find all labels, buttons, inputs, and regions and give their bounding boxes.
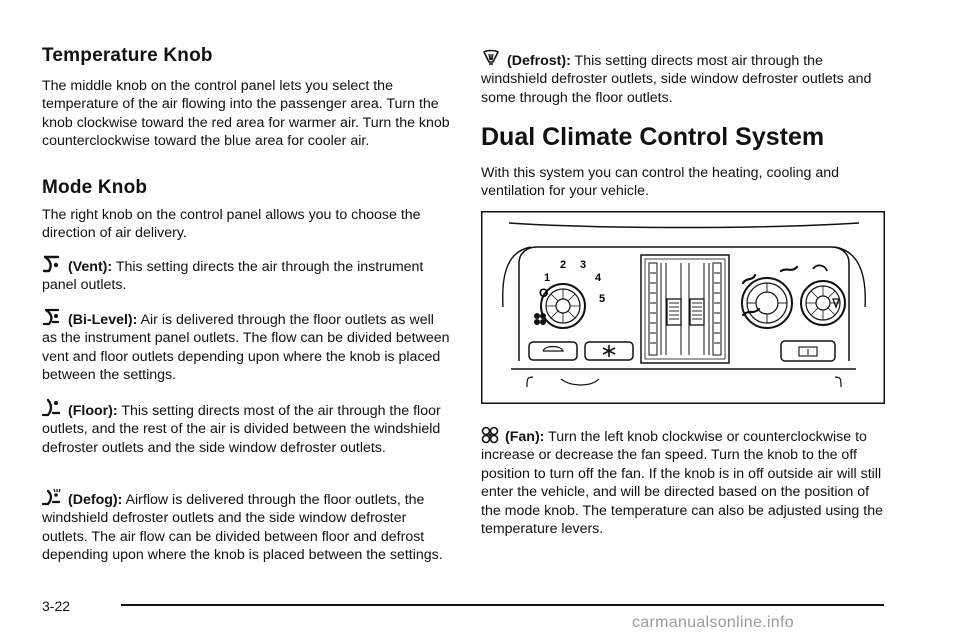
defog-term: (Defog): (68, 492, 123, 508)
vent-term: (Vent): (68, 259, 113, 275)
vent-mode-icon (42, 254, 62, 274)
bilevel-paragraph (42, 307, 452, 385)
temperature-knob-heading: Temperature Knob (42, 45, 213, 66)
floor-term: (Floor): (68, 403, 118, 419)
page-number: 3-22 (42, 598, 71, 614)
defrost-mode-icon (481, 48, 501, 68)
fan-text: Turn the left knob clockwise or counterclockwise to increase or decrease the fan speed. Turn the knob to the off position to turn off the fan. If the knob is in off outside air will still enter the vehicle, and will be directed based on the position of the mode knob. The temperature can also be adjusted using the temperature levers. (481, 429, 883, 538)
mode-knob (801, 281, 845, 325)
defrost-paragraph (481, 48, 891, 107)
bilevel-text: Air is delivered through the floor outlets as well as the instrument panel outlets. The flow can be divided between vent and floor outlets depending upon where the knob is placed between the settings. (42, 312, 450, 384)
climate-panel-svg (481, 211, 885, 404)
floor-paragraph (42, 398, 452, 457)
fan-speed-label-off: O (539, 286, 549, 300)
defrost-text: This setting directs most air through the windshield defroster outlets, side window defroster outlets and some through the floor outlets. (481, 53, 872, 106)
fan-term: (Fan): (505, 429, 545, 445)
dual-climate-text: With this system you can control the heating, cooling and ventilation for your vehicle. (481, 165, 840, 200)
temperature-levers (641, 255, 729, 363)
climate-control-panel-illustration (481, 211, 885, 404)
fan-speed-label-4: 4 (595, 272, 602, 284)
bilevel-term: (Bi-Level): (68, 312, 138, 328)
fan-icon (481, 426, 499, 444)
defog-text: Airflow is delivered through the floor outlets, the windshield defroster outlets and the side window defroster outlets. The air flow can be divided between floor and defrost depending upon where the knob is placed between the settings. (42, 492, 443, 564)
dual-climate-heading: Dual Climate Control System (481, 123, 825, 151)
fan-paragraph (481, 426, 891, 538)
fan-speed-label-2: 2 (560, 259, 567, 271)
temperature-knob-text: The middle knob on the control panel lets you select the temperature of the air flowing into the passenger area. Turn the knob clockwise toward the red area for warmer air. Turn the knob counterclockwise toward the blue area for cooler air. (42, 78, 450, 150)
fan-speed-label-1: 1 (544, 272, 551, 284)
fan-speed-label-3: 3 (580, 259, 587, 271)
floor-mode-icon (42, 398, 62, 418)
defog-paragraph (42, 487, 452, 565)
footer-rule (121, 604, 884, 606)
floor-text: This setting directs most of the air through the floor outlets, and the rest of the air is divided between the windshield defroster outlets and the side window defroster outlets. (42, 403, 441, 456)
mode-knob-text: The right knob on the control panel allows you to choose the direction of air delivery. (42, 207, 421, 242)
vent-paragraph (42, 254, 452, 295)
defog-mode-icon (42, 487, 62, 507)
watermark-text: carmanualsonline.info (632, 614, 794, 631)
vent-text: This setting directs the air through the instrument panel outlets. (42, 259, 424, 294)
temperature-knob (742, 278, 792, 328)
fan-speed-label-5: 5 (599, 293, 606, 305)
bilevel-mode-icon (42, 307, 62, 327)
mode-knob-heading: Mode Knob (42, 177, 148, 198)
defrost-term: (Defrost): (507, 53, 571, 69)
